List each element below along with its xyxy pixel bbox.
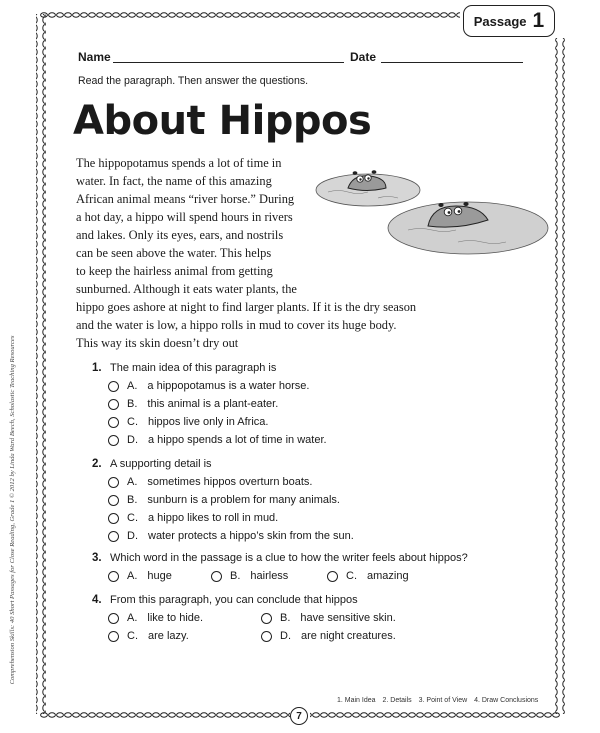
answer-option[interactable]: [108, 494, 340, 506]
copyright-credit: Comprehension Skills: 40 Short Passages for Close Reading, Grade 1 © 2012 by Linda Ward Beech, Scholastic Teaching Resources: [9, 335, 16, 685]
option-letter: C.: [346, 570, 357, 582]
date-field[interactable]: [381, 62, 523, 63]
option-letter: D.: [127, 434, 138, 446]
option-letter: B.: [230, 570, 241, 582]
option-letter: B.: [127, 494, 138, 506]
paragraph-line: to keep the hairless animal from getting: [76, 264, 273, 278]
option-letter: C.: [127, 416, 138, 428]
option-letter: D.: [280, 630, 291, 642]
answer-option[interactable]: [108, 512, 278, 524]
question-number: 3.: [92, 552, 102, 564]
paragraph-line: The hippopotamus spends a lot of time in: [76, 156, 282, 170]
radio-circle-icon[interactable]: [108, 477, 119, 488]
name-date-line: [78, 50, 528, 66]
answer-option[interactable]: [108, 530, 354, 542]
paragraph-line: and lakes. Only its eyes, ears, and nostrils: [76, 228, 284, 242]
answer-option[interactable]: [108, 570, 172, 582]
question-stem: From this paragraph, you can conclude that hippos: [110, 594, 358, 606]
option-letter: B.: [127, 398, 138, 410]
skill-item: 2. Details: [382, 697, 412, 704]
question-stem: Which word in the passage is a clue to how the writer feels about hippos?: [110, 552, 468, 564]
radio-circle-icon[interactable]: [108, 571, 119, 582]
option-text: have sensitive skin.: [300, 612, 396, 624]
option-text: hippos live only in Africa.: [148, 416, 269, 428]
paragraph-line: a hot day, a hippo will spend hours in rivers: [76, 210, 293, 224]
radio-circle-icon[interactable]: [211, 571, 222, 582]
paragraph-line: This way its skin doesn’t dry out: [76, 336, 239, 350]
page-number: 7: [290, 707, 308, 725]
radio-circle-icon[interactable]: [261, 631, 272, 642]
skill-item: 4. Draw Conclusions: [474, 697, 539, 704]
option-letter: A.: [127, 570, 138, 582]
option-letter: C.: [127, 630, 138, 642]
skills-list: [337, 697, 543, 704]
option-letter: A.: [127, 380, 138, 392]
answer-option[interactable]: [108, 434, 327, 446]
option-letter: C.: [127, 512, 138, 524]
paragraph-line: can be seen above the water. This helps: [76, 246, 272, 260]
option-text: are night creatures.: [301, 630, 396, 642]
radio-circle-icon[interactable]: [108, 531, 119, 542]
name-label: Name: [78, 50, 111, 64]
answer-option[interactable]: [108, 612, 203, 624]
option-text: this animal is a plant-eater.: [147, 398, 279, 410]
radio-circle-icon[interactable]: [108, 631, 119, 642]
question-number: 2.: [92, 458, 102, 470]
question-stem: A supporting detail is: [110, 458, 212, 470]
answer-option[interactable]: [108, 476, 313, 488]
radio-circle-icon[interactable]: [108, 613, 119, 624]
answer-option[interactable]: [108, 398, 278, 410]
name-field[interactable]: [113, 62, 344, 63]
paragraph-line: water. In fact, the name of this amazing: [76, 174, 272, 188]
radio-circle-icon[interactable]: [108, 399, 119, 410]
answer-option[interactable]: [108, 416, 268, 428]
hippos-in-water-illustration: [308, 160, 553, 260]
answer-option[interactable]: [261, 630, 396, 642]
question-number: 4.: [92, 594, 102, 606]
option-text: a hippo spends a lot of time in water.: [148, 434, 327, 446]
option-text: sunburn is a problem for many animals.: [147, 494, 340, 506]
radio-circle-icon[interactable]: [108, 417, 119, 428]
skill-item: 1. Main Idea: [337, 697, 376, 704]
option-text: huge: [147, 570, 172, 582]
option-letter: A.: [127, 476, 138, 488]
radio-circle-icon[interactable]: [108, 435, 119, 446]
option-letter: B.: [280, 612, 291, 624]
option-letter: D.: [127, 530, 138, 542]
option-text: are lazy.: [148, 630, 189, 642]
radio-circle-icon[interactable]: [108, 381, 119, 392]
option-text: sometimes hippos overturn boats.: [147, 476, 313, 488]
option-letter: A.: [127, 612, 138, 624]
paragraph-line: and the water is low, a hippo rolls in mud to cover its huge body.: [76, 318, 397, 332]
option-text: like to hide.: [147, 612, 204, 624]
answer-option[interactable]: [261, 612, 396, 624]
option-text: water protects a hippo’s skin from the sun.: [148, 530, 354, 542]
radio-circle-icon[interactable]: [261, 613, 272, 624]
option-text: hairless: [250, 570, 289, 582]
answer-option[interactable]: [108, 630, 189, 642]
answer-option[interactable]: [327, 570, 409, 582]
question-number: 1.: [92, 362, 102, 374]
answer-option[interactable]: [211, 570, 288, 582]
passage-tab: [463, 5, 555, 37]
paragraph-line: sunburned. Although it eats water plants, the: [76, 282, 297, 296]
date-label: Date: [350, 50, 377, 64]
passage-number: 1: [532, 9, 545, 32]
skill-item: 3. Point of View: [418, 697, 468, 704]
radio-circle-icon[interactable]: [108, 495, 119, 506]
option-text: a hippopotamus is a water horse.: [147, 380, 310, 392]
passage-label: Passage: [473, 13, 527, 29]
paragraph-line: hippo goes ashore at night to find larger plants. If it is the dry season: [76, 300, 417, 314]
option-text: amazing: [367, 570, 409, 582]
page-title: About Hippos: [73, 98, 372, 144]
radio-circle-icon[interactable]: [108, 513, 119, 524]
question-stem: The main idea of this paragraph is: [110, 362, 277, 374]
paragraph-line: African animal means “river horse.” During: [76, 192, 295, 206]
radio-circle-icon[interactable]: [327, 571, 338, 582]
instructions: Read the paragraph. Then answer the questions.: [78, 75, 309, 87]
answer-option[interactable]: [108, 380, 309, 392]
option-text: a hippo likes to roll in mud.: [148, 512, 279, 524]
